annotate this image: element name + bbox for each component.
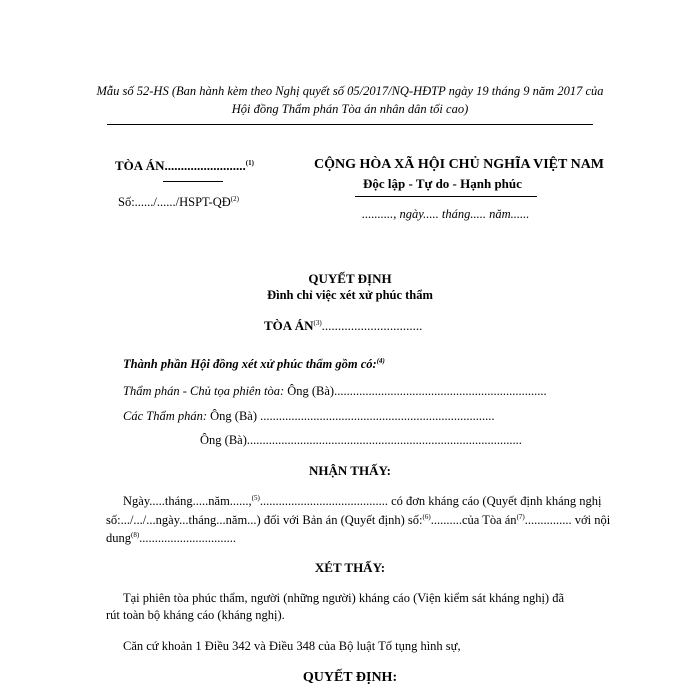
document-title: QUYẾT ĐỊNH	[308, 271, 392, 286]
form-reference-line-1: Mẫu số 52-HS (Ban hành kèm theo Nghị quyết số 05/2017/NQ-HĐTP ngày 19 tháng 9 năm 2017 của	[96, 84, 604, 98]
footnote-ref-5: (5)	[251, 494, 260, 502]
footnote-ref-2: (2)	[230, 195, 239, 203]
findings-content-lead: ............... với nội	[524, 513, 611, 527]
national-motto: Độc lập - Tự do - Hạnh phúc	[363, 176, 522, 191]
findings-content-dots: ...............................	[139, 531, 237, 545]
findings-paragraph-line-1	[123, 492, 602, 511]
second-judge-line: Ông (Bà)........................................................................................	[200, 433, 522, 447]
footnote-ref-8: (8)	[131, 531, 140, 539]
presiding-judge-value: Ông (Bà)....................................................................	[284, 384, 547, 398]
considerations-line-1: Tại phiên tòa phúc thẩm, người (những người) kháng cáo (Viện kiểm sát kháng nghị) đã	[123, 591, 565, 605]
findings-date: Ngày.....tháng.....năm......,	[123, 494, 252, 508]
court-line-label: TÒA ÁN	[264, 318, 314, 333]
findings-paragraph-line-2	[106, 511, 610, 530]
court-name-text: TÒA ÁN.........................	[115, 158, 246, 173]
footnote-ref-7: (7)	[516, 513, 525, 521]
considerations-line-2: rút toàn bộ kháng cáo (kháng nghị).	[106, 608, 285, 622]
court-line	[264, 318, 422, 334]
country-name: CỘNG HÒA XÃ HỘI CHỦ NGHĨA VIỆT NAM	[314, 157, 605, 172]
date-line: .........., ngày..... tháng..... năm......	[362, 207, 530, 221]
decision-number-text: Số:....../....../HSPT-QĐ	[118, 195, 231, 209]
panel-heading	[123, 357, 385, 372]
findings-judgment-ref: số:.../.../...ngày...tháng...năm...) đối với Bản án (Quyết định) số:	[106, 513, 423, 527]
decision-number	[118, 195, 239, 210]
findings-heading: NHẬN THẤY:	[309, 463, 391, 478]
judges-label: Các Thẩm phán:	[123, 409, 208, 423]
findings-content-label: dung	[106, 531, 131, 545]
form-reference-line-2: Hội đồng Thẩm phán Tòa án nhân dân tối cao)	[231, 102, 469, 116]
presiding-judge-line	[123, 384, 547, 399]
decision-heading: QUYẾT ĐỊNH:	[302, 670, 398, 685]
findings-appeal-text: ......................................... có đơn kháng cáo (Quyết định kháng nghị	[259, 494, 602, 508]
court-line-dots: ...............................	[321, 318, 423, 333]
footnote-ref-3: (3)	[313, 319, 322, 327]
document-subtitle: Đình chỉ việc xét xử phúc thẩm	[267, 288, 433, 302]
judges-line	[123, 409, 495, 424]
findings-court-ref: ..........của Tòa án	[430, 513, 517, 527]
motto-underline	[355, 196, 537, 197]
considerations-heading: XÉT THẤY:	[314, 560, 386, 575]
footnote-ref-1: (1)	[245, 159, 254, 167]
footnote-ref-6: (6)	[422, 513, 431, 521]
court-underline	[163, 181, 223, 182]
findings-paragraph-line-3	[106, 529, 236, 548]
legal-basis-line: Căn cứ khoản 1 Điều 342 và Điều 348 của Bộ luật Tố tụng hình sự,	[123, 639, 461, 653]
top-divider	[107, 124, 593, 125]
form-reference-note	[80, 82, 620, 118]
judges-value: Ông (Bà) ...........................................................................	[207, 409, 495, 423]
court-name-header	[115, 158, 254, 174]
presiding-judge-label: Thẩm phán - Chủ tọa phiên tòa:	[123, 384, 285, 398]
footnote-ref-4: (4)	[376, 357, 385, 365]
panel-heading-text: Thành phần Hội đồng xét xử phúc thẩm gồm có:	[123, 357, 377, 371]
